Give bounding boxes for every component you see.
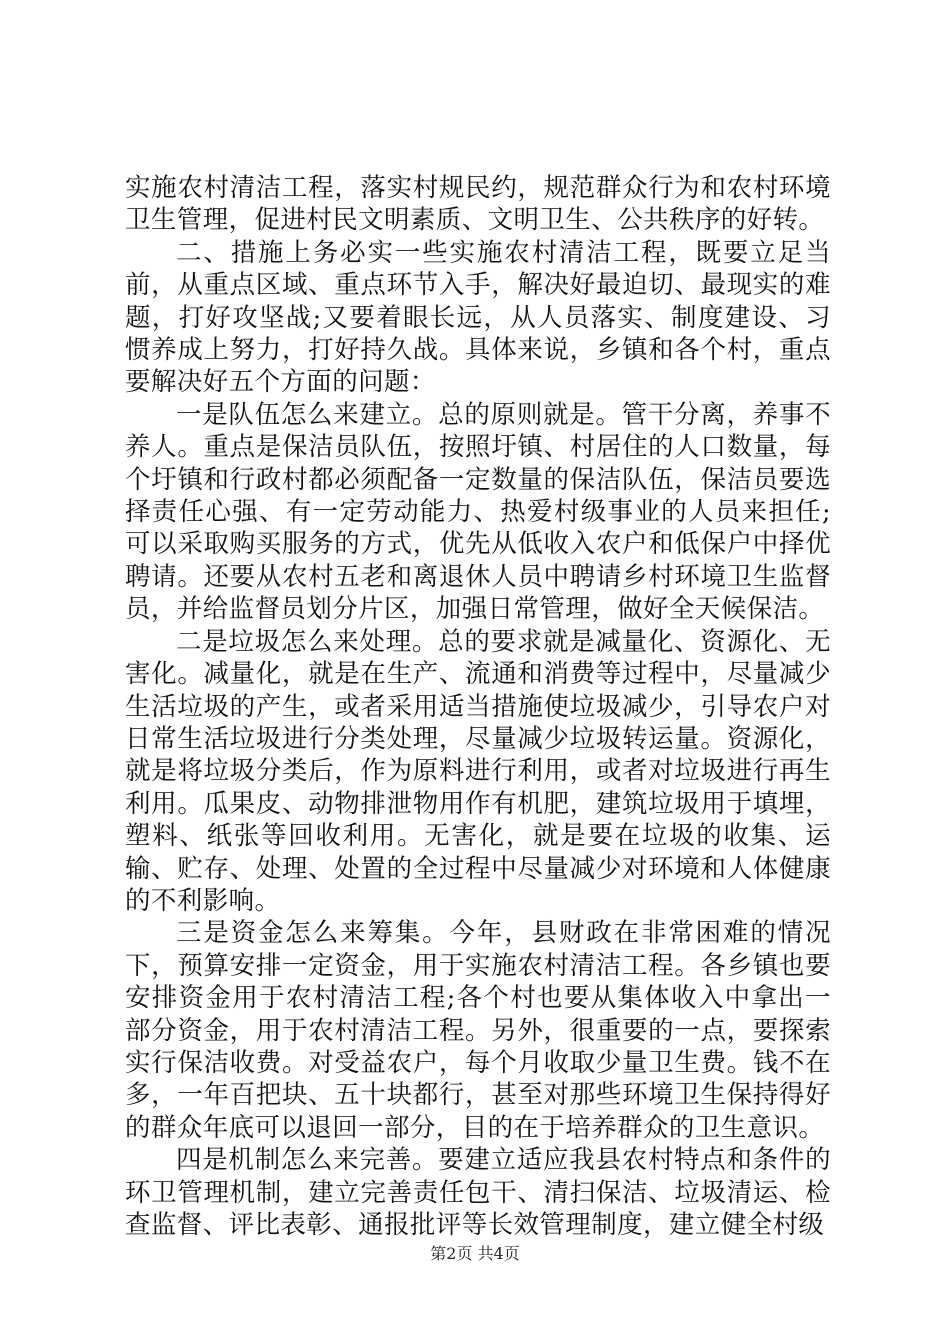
paragraph-4: 二是垃圾怎么来处理。总的要求就是减量化、资源化、无害化。减量化，就是在生产、流通和消费等过程中，尽量减少生活垃圾的产生，或者采用适当措施使垃圾减少，引导农户对日常生活垃圾进行分类处理，尽量减少垃圾转运量。资源化，就是将垃圾分类后，作为原料进行利用，或者对垃圾进行再生利用。瓜果皮、动物排泄物用作有机肥，建筑垃圾用于填埋，塑料、纸张等回收利用。无害化，就是要在垃圾的收集、运输、贮存、处理、处置的全过程中尽量减少对环境和人体健康的不利影响。 [125,626,831,916]
paragraph-5: 三是资金怎么来筹集。今年，县财政在非常困难的情况下，预算安排一定资金，用于实施农村清洁工程。各乡镇也要安排资金用于农村清洁工程;各个村也要从集体收入中拿出一部分资金，用于农村清洁工程。另外，很重要的一点，要探索实行保洁收费。对受益农户，每个月收取少量卫生费。钱不在多，一年百把块、五十块都行，甚至对那些环境卫生保持得好的群众年底可以退回一部分，目的在于培养群众的卫生意识。 [125,918,831,1143]
paragraph-3: 一是队伍怎么来建立。总的原则就是。管干分离，养事不养人。重点是保洁员队伍，按照圩镇、村居住的人口数量，每个圩镇和行政村都必须配备一定数量的保洁队伍，保洁员要选择责任心强、有一定劳动能力、热爱村级事业的人员来担任;可以采取购买服务的方式，优先从低收入农户和低保户中择优聘请。还要从农村五老和离退休人员中聘请乡村环境卫生监督员，并给监督员划分片区，加强日常管理，做好全天候保洁。 [125,399,831,625]
paragraph-1: 实施农村清洁工程，落实村规民约，规范群众行为和农村环境卫生管理，促进村民文明素质、文明卫生、公共秩序的好转。 [125,173,831,236]
body-text [125,172,831,1241]
page-number-footer: 第2页 共4页 [430,1244,520,1263]
paragraph-6: 四是机制怎么来完善。要建立适应我县农村特点和条件的环卫管理机制，建立完善责任包干、清扫保洁、垃圾清运、检查监督、评比表彰、通报批评等长效管理制度，建立健全村级 [125,1145,831,1240]
paragraph-2: 二、措施上务必实一些实施农村清洁工程，既要立足当前，从重点区域、重点环节入手，解决好最迫切、最现实的难题，打好攻坚战;又要着眼长远，从人员落实、制度建设、习惯养成上努力，打好持久战。具体来说，乡镇和各个村，重点要解决好五个方面的问题： [125,237,831,398]
